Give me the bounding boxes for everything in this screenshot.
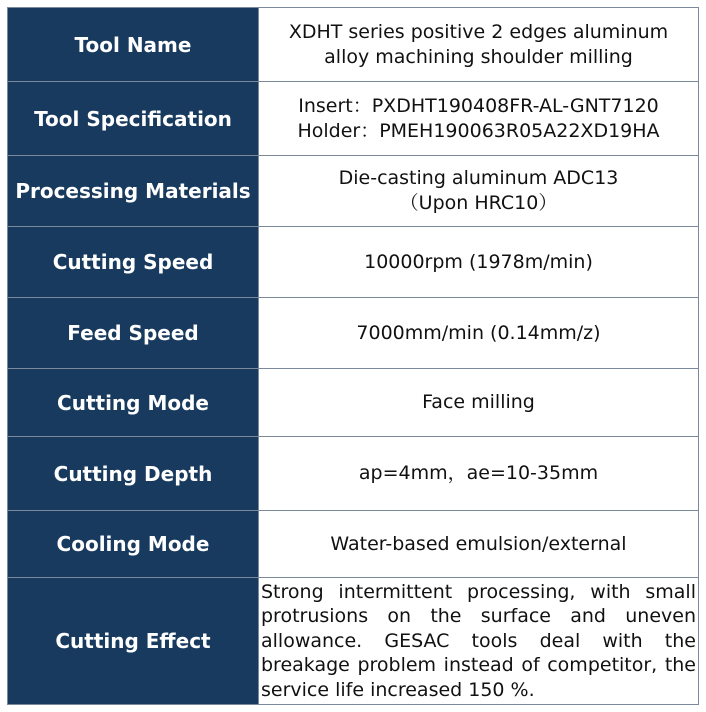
label-cutting-mode: Cutting Mode bbox=[8, 369, 259, 437]
row-cutting-mode bbox=[8, 369, 699, 437]
value-line: 10000rpm (1978m/min) bbox=[364, 250, 593, 273]
row-cutting-depth bbox=[8, 437, 699, 511]
value-feed-speed bbox=[259, 298, 699, 369]
label-tool-specification: Tool Specification bbox=[8, 82, 259, 156]
value-processing-materials bbox=[259, 156, 699, 227]
value-line: （Upon HRC10） bbox=[399, 192, 558, 214]
value-tool-specification bbox=[259, 82, 699, 156]
value-line: Water-based emulsion/external bbox=[330, 532, 627, 555]
row-cutting-speed bbox=[8, 227, 699, 298]
label-cutting-depth: Cutting Depth bbox=[8, 437, 259, 511]
value-tool-name bbox=[259, 8, 699, 82]
value-cutting-speed bbox=[259, 227, 699, 298]
row-tool-name bbox=[8, 8, 699, 82]
value-line: Holder：PMEH190063R05A22XD19HA bbox=[297, 119, 660, 142]
value-cutting-depth bbox=[259, 437, 699, 511]
label-tool-name: Tool Name bbox=[8, 8, 259, 82]
value-cutting-effect: Strong intermittent processing, with small protrusions on the surface and uneven allowance. GESAC tools deal with the breakage problem instead of competitor, the service life increased 150 %. bbox=[259, 578, 699, 705]
label-cooling-mode: Cooling Mode bbox=[8, 511, 259, 578]
value-line: Insert：PXDHT190408FR-AL-GNT7120 bbox=[298, 94, 659, 117]
value-line: ap=4mm，ae=10-35mm bbox=[358, 462, 599, 484]
value-line: 7000mm/min (0.14mm/z) bbox=[356, 321, 601, 344]
value-line: Face milling bbox=[422, 391, 535, 413]
row-tool-specification bbox=[8, 82, 699, 156]
label-feed-speed: Feed Speed bbox=[8, 298, 259, 369]
label-processing-materials: Processing Materials bbox=[8, 156, 259, 227]
row-processing-materials bbox=[8, 156, 699, 227]
tool-spec-table bbox=[7, 7, 699, 705]
value-cutting-mode bbox=[259, 369, 699, 437]
row-feed-speed bbox=[8, 298, 699, 369]
value-line: XDHT series positive 2 edges aluminum bbox=[288, 20, 669, 43]
value-line: Die-casting aluminum ADC13 bbox=[338, 167, 619, 189]
value-cooling-mode bbox=[259, 511, 699, 578]
row-cutting-effect bbox=[8, 578, 699, 705]
value-line: alloy machining shoulder milling bbox=[324, 45, 633, 68]
label-cutting-effect: Cutting Effect bbox=[8, 578, 259, 705]
row-cooling-mode bbox=[8, 511, 699, 578]
label-cutting-speed: Cutting Speed bbox=[8, 227, 259, 298]
